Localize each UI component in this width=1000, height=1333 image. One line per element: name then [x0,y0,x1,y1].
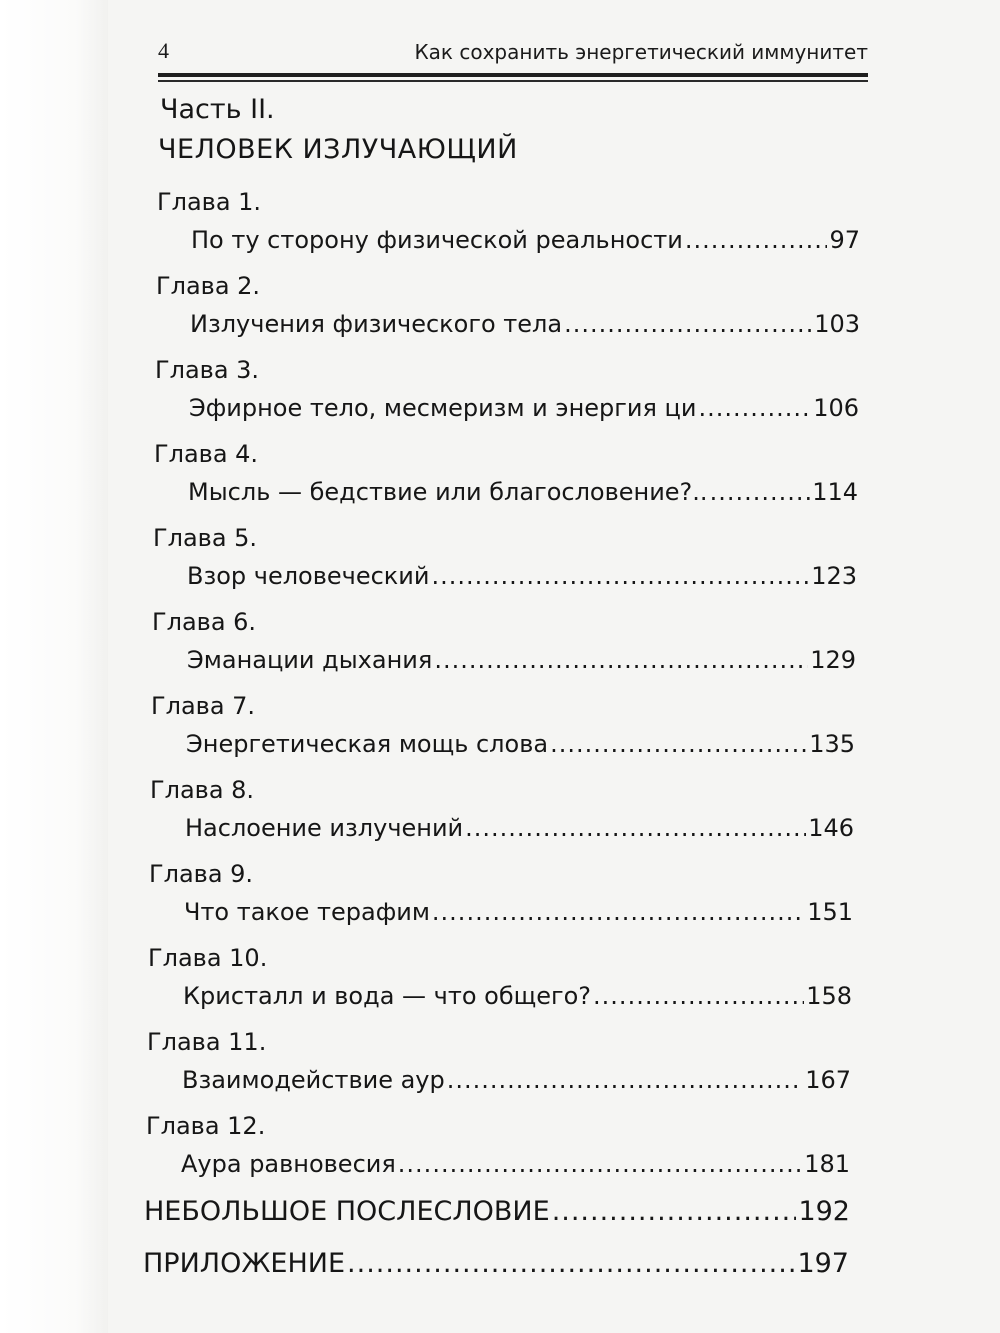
dot-leader [564,310,812,338]
toc-entry[interactable] [187,646,856,674]
chapter-label: Глава 8. [150,776,255,804]
toc-entry[interactable] [181,1150,850,1178]
chapter-label: Глава 9. [149,860,254,888]
toc-entry-page: 129 [810,646,856,674]
toc-entry-title: Эфирное тело, месмеризм и энергия ци [189,394,697,422]
toc-entry-title: Эманации дыхания [187,646,433,674]
toc-entry-page: 114 [812,478,858,506]
chapter-label: Глава 12. [146,1112,266,1140]
toc-entry-page: 167 [805,1066,851,1094]
toc-entry-title: Что такое терафим [184,898,430,926]
dot-leader [398,1150,802,1178]
header-rule-thick [158,73,868,77]
toc-entry-page: 151 [807,898,853,926]
toc-entry[interactable] [186,730,855,758]
toc-entry-title: Мысль — бедствие или благословение?.. [188,478,708,506]
chapter-label: Глава 1. [157,188,262,216]
part-title: ЧЕЛОВЕК ИЗЛУЧАЮЩИЙ [158,134,518,165]
dot-leader [685,226,828,254]
toc-entry-title: ПРИЛОЖЕНИЕ [143,1248,346,1279]
toc-entry-title: Энергетическая мощь слова [186,730,549,758]
chapter-label: Глава 5. [153,524,258,552]
chapter-label: Глава 2. [156,272,261,300]
toc-entry-title: По ту сторону физической реальности [191,226,683,254]
toc-entry-page: 135 [809,730,855,758]
chapter-label: Глава 6. [152,608,257,636]
toc-entry-title: Излучения физического тела [190,310,563,338]
toc-entry-page: 103 [814,310,860,338]
toc-entry-title: Взор человеческий [187,562,430,590]
toc-entry[interactable] [185,814,854,842]
toc-entry-page: 197 [797,1248,849,1279]
toc-entry[interactable] [183,982,852,1010]
dot-leader [434,646,808,674]
dot-leader [431,562,809,590]
toc-entry-page: 106 [813,394,859,422]
header-rule-thin [158,80,868,82]
chapter-label: Глава 11. [147,1028,267,1056]
toc-entry[interactable] [189,394,859,422]
toc-entry[interactable] [188,478,858,506]
chapter-label: Глава 10. [148,944,268,972]
toc-entry-afterword[interactable] [144,1196,850,1227]
toc-entry-title: НЕБОЛЬШОЕ ПОСЛЕСЛОВИЕ [144,1196,550,1227]
toc-entry-page: 181 [804,1150,850,1178]
dot-leader [465,814,806,842]
toc-entry-title: Кристалл и вода — что общего? [183,982,592,1010]
dot-leader [698,394,811,422]
part-label: Часть II. [160,94,275,125]
page-header [158,38,868,78]
dot-leader [552,1196,797,1227]
toc-entry-title: Аура равновесия [181,1150,396,1178]
dot-leader [550,730,807,758]
chapter-label: Глава 3. [155,356,260,384]
toc-entry-page: 158 [806,982,852,1010]
toc-entry[interactable] [184,898,853,926]
toc-entry-appendix[interactable] [143,1248,849,1279]
dot-leader [710,478,811,506]
page-gutter [0,0,108,1333]
chapter-label: Глава 7. [151,692,256,720]
toc-entry[interactable] [190,310,860,338]
toc-entry-page: 123 [811,562,857,590]
chapter-label: Глава 4. [154,440,259,468]
dot-leader [593,982,804,1010]
running-title: Как сохранить энергетический иммунитет [414,40,868,64]
dot-leader [347,1248,795,1279]
toc-entry-title: Взаимодействие аур [182,1066,445,1094]
toc-entry-page: 97 [829,226,860,254]
page-number: 4 [158,38,169,63]
dot-leader [432,898,805,926]
toc-entry-page: 192 [798,1196,850,1227]
toc-entry[interactable] [182,1066,851,1094]
toc-entry-page: 146 [808,814,854,842]
toc-entry[interactable] [187,562,857,590]
dot-leader [447,1066,803,1094]
toc-entry[interactable] [191,226,860,254]
toc-entry-title: Наслоение излучений [185,814,464,842]
